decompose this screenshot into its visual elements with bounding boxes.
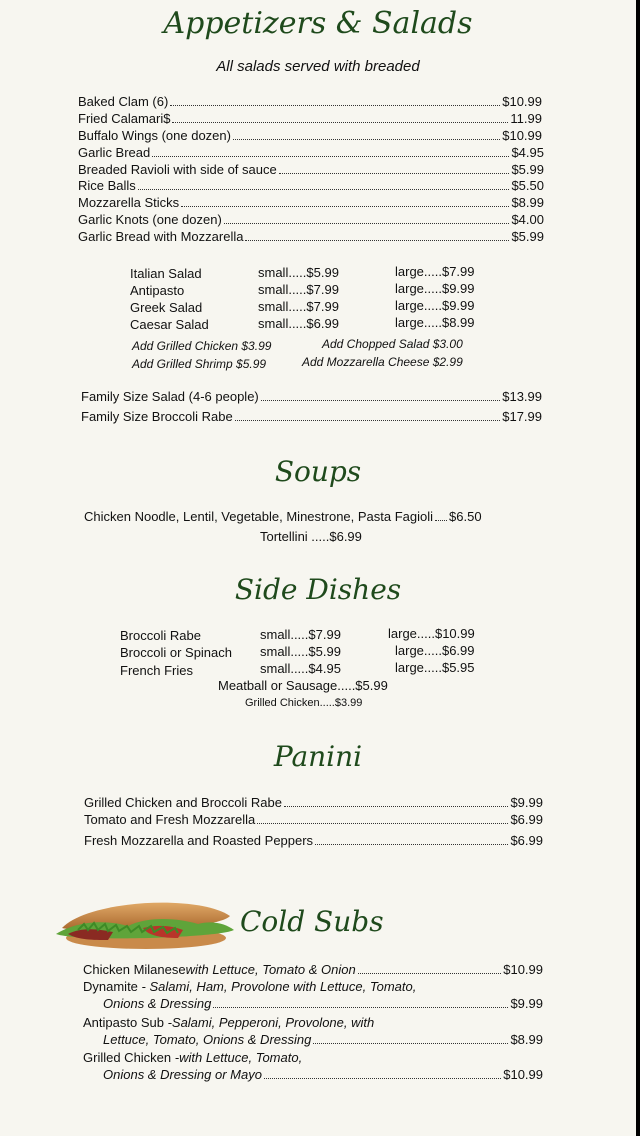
item-price: $4.00 xyxy=(511,212,544,227)
item-description: -Salami, Pepperoni, Provolone, with xyxy=(163,1015,375,1030)
salad-name: Antipasto xyxy=(130,283,185,298)
leader-dots xyxy=(138,189,510,190)
menu-item xyxy=(78,94,542,110)
cold-subs-heading: Cold Subs xyxy=(240,905,384,938)
item-name: Grilled Chicken xyxy=(83,1050,172,1065)
sandwich-image xyxy=(48,890,238,952)
item-name: Buffalo Wings (one dozen) xyxy=(78,128,231,143)
menu-item xyxy=(103,1032,543,1048)
menu-item xyxy=(103,996,543,1012)
item-price: $6.50 xyxy=(449,509,482,524)
menu-item xyxy=(78,162,544,178)
leader-dots xyxy=(152,156,509,157)
item-line xyxy=(83,979,416,995)
item-description: Onions & Dressing or Mayo xyxy=(103,1067,262,1082)
side-large-price: large.....$10.99 xyxy=(388,626,475,641)
item-name: Rice Balls xyxy=(78,178,136,193)
item-price: $6.99 xyxy=(510,833,543,848)
item-description: - Salami, Ham, Provolone with Lettuce, Tomato, xyxy=(137,979,417,994)
item-name: Fresh Mozzarella and Roasted Peppers xyxy=(84,833,314,848)
item-description: -with Lettuce, Tomato, xyxy=(171,1050,303,1065)
panini-heading: Panini xyxy=(273,740,363,773)
item-price: $8.99 xyxy=(510,1032,543,1047)
salad-large-price: large.....$9.99 xyxy=(395,298,475,313)
leader-dots xyxy=(172,122,508,123)
menu-item xyxy=(78,128,542,144)
item-name: Fried Calamari$ xyxy=(78,111,171,126)
item-name: Grilled Chicken and Broccoli Rabe xyxy=(84,795,282,810)
item-price: $9.99 xyxy=(510,996,543,1011)
item-price: $5.50 xyxy=(511,178,544,193)
salad-small-price: small.....$6.99 xyxy=(258,316,339,331)
item-name: Garlic Knots (one dozen) xyxy=(78,212,222,227)
menu-item xyxy=(78,229,544,245)
item-name: Baked Clam (6) xyxy=(78,94,169,109)
addon-text: Add Mozzarella Cheese $2.99 xyxy=(302,355,463,369)
leader-dots xyxy=(233,139,500,140)
item-name: Garlic Bread xyxy=(78,145,151,160)
item-name: Breaded Ravioli with side of sauce xyxy=(78,162,277,177)
salad-large-price: large.....$9.99 xyxy=(395,281,475,296)
menu-item xyxy=(78,195,544,211)
item-price: $17.99 xyxy=(502,409,542,424)
item-price: $10.99 xyxy=(503,1067,543,1082)
item-name: Chicken Noodle, Lentil, Vegetable, Minestrone, Pasta Fagioli xyxy=(84,509,434,524)
salad-small-price: small.....$7.99 xyxy=(258,282,339,297)
item-description: with Lettuce, Tomato & Onion xyxy=(185,962,356,977)
leader-dots xyxy=(279,173,510,174)
salad-large-price: large.....$8.99 xyxy=(395,315,475,330)
side-small-price: small.....$4.95 xyxy=(260,661,341,676)
menu-item xyxy=(81,389,542,405)
item-price: $9.99 xyxy=(510,795,543,810)
menu-item xyxy=(81,409,542,425)
leader-dots xyxy=(284,806,508,807)
side-dishes-heading: Side Dishes xyxy=(234,573,402,606)
item-price: $10.99 xyxy=(502,94,542,109)
item-name: Tomato and Fresh Mozzarella xyxy=(84,812,256,827)
leader-dots xyxy=(213,1007,508,1008)
item-price: $5.99 xyxy=(511,229,544,244)
leader-dots xyxy=(170,105,500,106)
addon-text: Add Chopped Salad $3.00 xyxy=(322,337,463,351)
side-large-price: large.....$6.99 xyxy=(395,643,475,658)
leader-dots xyxy=(264,1078,501,1079)
leader-dots xyxy=(245,240,509,241)
item-price: 11.99 xyxy=(510,111,542,126)
soups-heading: Soups xyxy=(274,455,362,488)
appetizers-heading: Appetizers & Salads xyxy=(163,6,473,41)
soup-item: Tortellini .....$6.99 xyxy=(260,529,362,544)
side-name: French Fries xyxy=(120,663,193,678)
leader-dots xyxy=(313,1043,508,1044)
leader-dots xyxy=(224,223,510,224)
menu-item xyxy=(84,795,543,811)
menu-item xyxy=(78,145,544,161)
addon-text: Add Grilled Shrimp $5.99 xyxy=(132,357,267,371)
salad-name: Italian Salad xyxy=(130,266,202,281)
salad-name: Caesar Salad xyxy=(130,317,209,332)
item-name: Garlic Bread with Mozzarella xyxy=(78,229,244,244)
salad-small-price: small.....$5.99 xyxy=(258,265,339,280)
menu-item xyxy=(78,212,544,228)
side-name: Broccoli or Spinach xyxy=(120,645,232,660)
leader-dots xyxy=(315,844,508,845)
salad-small-price: small.....$7.99 xyxy=(258,299,339,314)
item-price: $8.99 xyxy=(511,195,544,210)
side-small-price: small.....$5.99 xyxy=(260,644,341,659)
side-large-price: large.....$5.95 xyxy=(395,660,475,675)
item-name: Family Size Salad (4-6 people) xyxy=(81,389,259,404)
menu-item xyxy=(84,833,543,849)
leader-dots xyxy=(257,823,508,824)
item-description: Onions & Dressing xyxy=(103,996,212,1011)
side-item-grilled-chicken: Grilled Chicken.....$3.99 xyxy=(245,697,363,709)
item-price: $4.95 xyxy=(511,145,544,160)
side-item-meatball: Meatball or Sausage.....$5.99 xyxy=(218,678,388,693)
item-price: $6.99 xyxy=(510,812,543,827)
item-name: Chicken Milanese xyxy=(83,962,186,977)
menu-item xyxy=(103,1067,543,1083)
item-line xyxy=(83,1050,302,1066)
leader-dots xyxy=(435,520,447,521)
item-name: Antipasto Sub xyxy=(83,1015,164,1030)
leader-dots xyxy=(261,400,500,401)
menu-item xyxy=(83,962,543,978)
item-price: $13.99 xyxy=(502,389,542,404)
item-description: Lettuce, Tomato, Onions & Dressing xyxy=(103,1032,312,1047)
appetizers-subtitle: All salads served with breaded xyxy=(216,58,420,75)
menu-item xyxy=(84,812,543,828)
item-name: Family Size Broccoli Rabe xyxy=(81,409,233,424)
menu-item xyxy=(78,178,544,194)
leader-dots xyxy=(235,420,501,421)
side-small-price: small.....$7.99 xyxy=(260,627,341,642)
item-name: Dynamite xyxy=(83,979,138,994)
leader-dots xyxy=(358,973,502,974)
leader-dots xyxy=(181,206,509,207)
item-line xyxy=(83,1015,374,1031)
salad-name: Greek Salad xyxy=(130,300,203,315)
item-name: Mozzarella Sticks xyxy=(78,195,180,210)
soup-item xyxy=(84,509,542,525)
addon-text: Add Grilled Chicken $3.99 xyxy=(132,339,272,353)
item-price: $10.99 xyxy=(502,128,542,143)
menu-item xyxy=(78,111,542,127)
salad-large-price: large.....$7.99 xyxy=(395,264,475,279)
item-price: $5.99 xyxy=(511,162,544,177)
item-price: $10.99 xyxy=(503,962,543,977)
side-name: Broccoli Rabe xyxy=(120,628,201,643)
